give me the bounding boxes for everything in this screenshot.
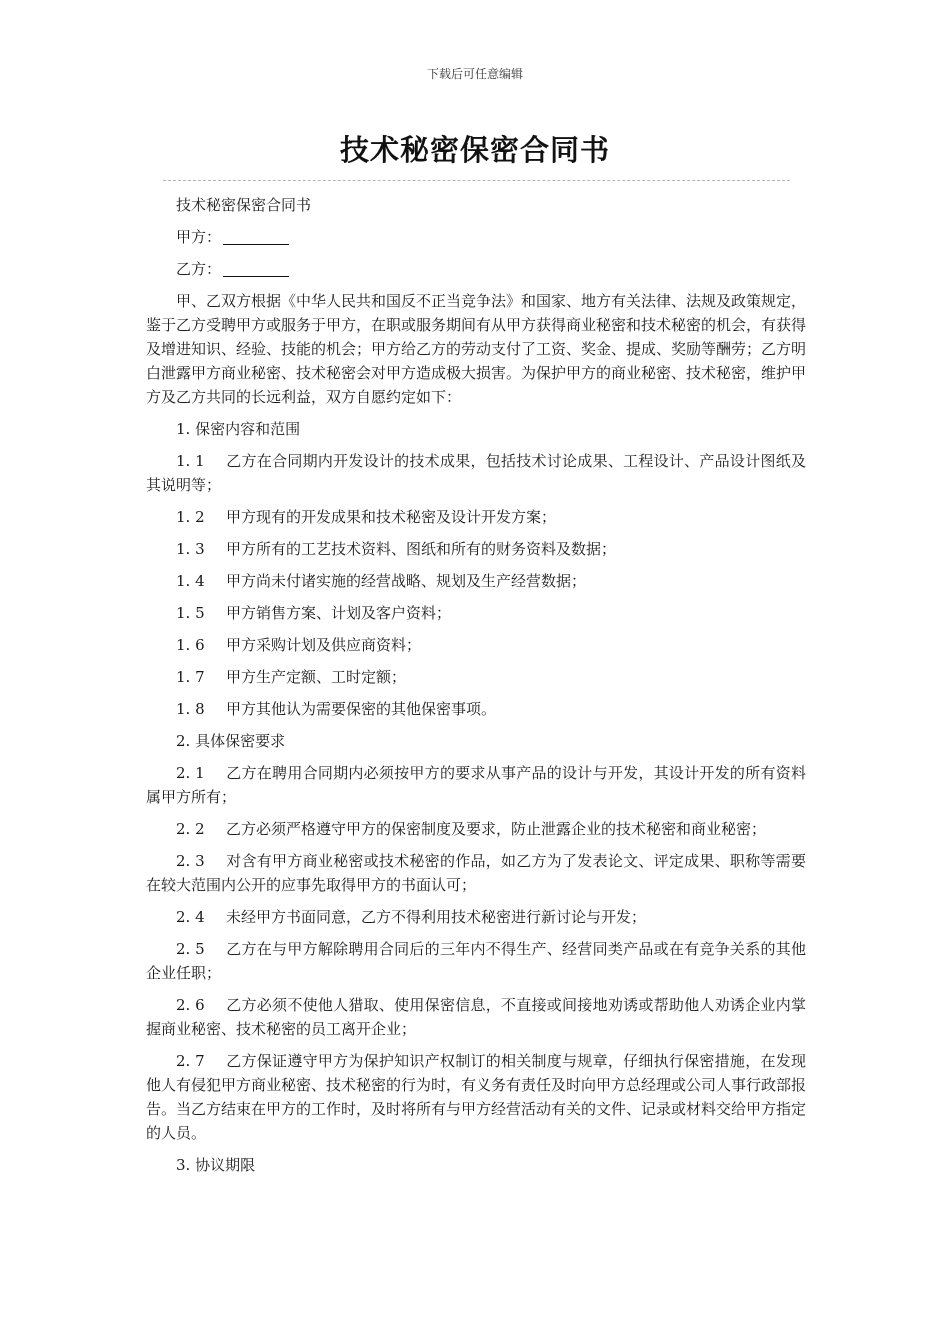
clause [146,537,806,561]
clause [146,665,806,689]
party-a-blank[interactable] [223,228,289,245]
clause-number: 2. 6 [176,996,205,1014]
clause [146,697,806,721]
title-divider [163,180,790,181]
clause [146,601,806,625]
intro-paragraph: 甲、乙双方根据《中华人民共和国反不正当竞争法》和国家、地方有关法律、法规及政策规定，鉴于乙方受聘甲方或服务于甲方，在职或服务期间有从甲方获得商业秘密和技术秘密的机会，有获得及增进知识、经验、技能的机会；甲方给乙方的劳动支付了工资、奖金、提成、奖励等酬劳；乙方明白泄露甲方商业秘密、技术秘密会对甲方造成极大损害。为保护甲方的商业秘密、技术秘密，维护甲方及乙方共同的长远利益，双方自愿约定如下： [146,292,807,406]
clause-number: 2. 7 [176,1052,205,1070]
clause-number: 2. 3 [176,852,205,870]
clause-number: 2. 1 [176,764,205,782]
clause-number: 2. 4 [176,908,205,926]
clause-text: 乙方在与甲方解除聘用合同后的三年内不得生产、经营同类产品或在有竞争关系的其他企业任职； [146,940,806,982]
clause-number: 2. 2 [176,820,205,838]
clause [146,1049,806,1145]
clause-text: 乙方必须严格遵守甲方的保密制度及要求，防止泄露企业的技术秘密和商业秘密； [226,820,767,838]
clause-number: 1. 5 [176,604,205,622]
clause [146,761,806,809]
clause [146,905,806,929]
subtitle: 技术秘密保密合同书 [176,196,312,214]
clause [146,449,806,497]
party-b-label: 乙方： [176,260,222,278]
clause-text: 乙方在聘用合同期内必须按甲方的要求从事产品的设计与开发，其设计开发的所有资料属甲方所有； [146,764,806,806]
party-a-label: 甲方： [176,228,222,246]
clause-text: 甲方尚未付诸实施的经营战略、规划及生产经营数据； [226,572,587,590]
clause [146,849,806,897]
document-body [146,193,806,1185]
clause-number: 1. 6 [176,636,205,654]
clause-text: 甲方采购计划及供应商资料； [226,636,422,654]
clause-text: 乙方必须不使他人猎取、使用保密信息，不直接或间接地劝诱或帮助他人劝诱企业内掌握商业秘密、技术秘密的员工离开企业； [146,996,806,1038]
section-heading: 1. 保密内容和范围 [176,420,301,438]
party-b-blank[interactable] [223,260,289,277]
clause [146,569,806,593]
clause-text: 对含有甲方商业秘密或技术秘密的作品，如乙方为了发表论文、评定成果、职称等需要在较大范围内公开的应事先取得甲方的书面认可； [146,852,806,894]
clause-text: 甲方生产定额、工时定额； [226,668,407,686]
clause-number: 1. 7 [176,668,205,686]
clause-number: 1. 8 [176,700,205,718]
header-note: 下载后可任意编辑 [426,67,523,81]
clause-number: 1. 1 [176,452,205,470]
clause-text: 甲方现有的开发成果和技术秘密及设计开发方案； [226,508,557,526]
document-title: 技术秘密保密合同书 [339,133,610,167]
clause [146,937,806,985]
clause [146,505,806,529]
clause-text: 甲方其他认为需要保密的其他保密事项。 [226,700,497,718]
clause [146,633,806,657]
clause [146,993,806,1041]
clause-number: 2. 5 [176,940,205,958]
clause-text: 乙方保证遵守甲方为保护知识产权制订的相关制度与规章，仔细执行保密措施，在发现他人有侵犯甲方商业秘密、技术秘密的行为时，有义务有责任及时向甲方总经理或公司人事行政部报告。当乙方结束在甲方的工作时，及时将所有与甲方经营活动有关的文件、记录或材料交给甲方指定的人员。 [146,1052,807,1142]
clause-number: 1. 3 [176,540,205,558]
clause-number: 1. 4 [176,572,205,590]
clause-number: 1. 2 [176,508,205,526]
clause-text: 未经甲方书面同意，乙方不得利用技术秘密进行新讨论与开发； [226,908,647,926]
section-heading: 2. 具体保密要求 [176,732,286,750]
section-heading: 3. 协议期限 [176,1156,256,1174]
party-a-line [146,225,806,249]
clause-text: 乙方在合同期内开发设计的技术成果，包括技术讨论成果、工程设计、产品设计图纸及其说明等； [146,452,806,494]
party-b-line [146,257,806,281]
clause-text: 甲方销售方案、计划及客户资料； [226,604,452,622]
clause-text: 甲方所有的工艺技术资料、图纸和所有的财务资料及数据； [226,540,617,558]
clause [146,817,806,841]
